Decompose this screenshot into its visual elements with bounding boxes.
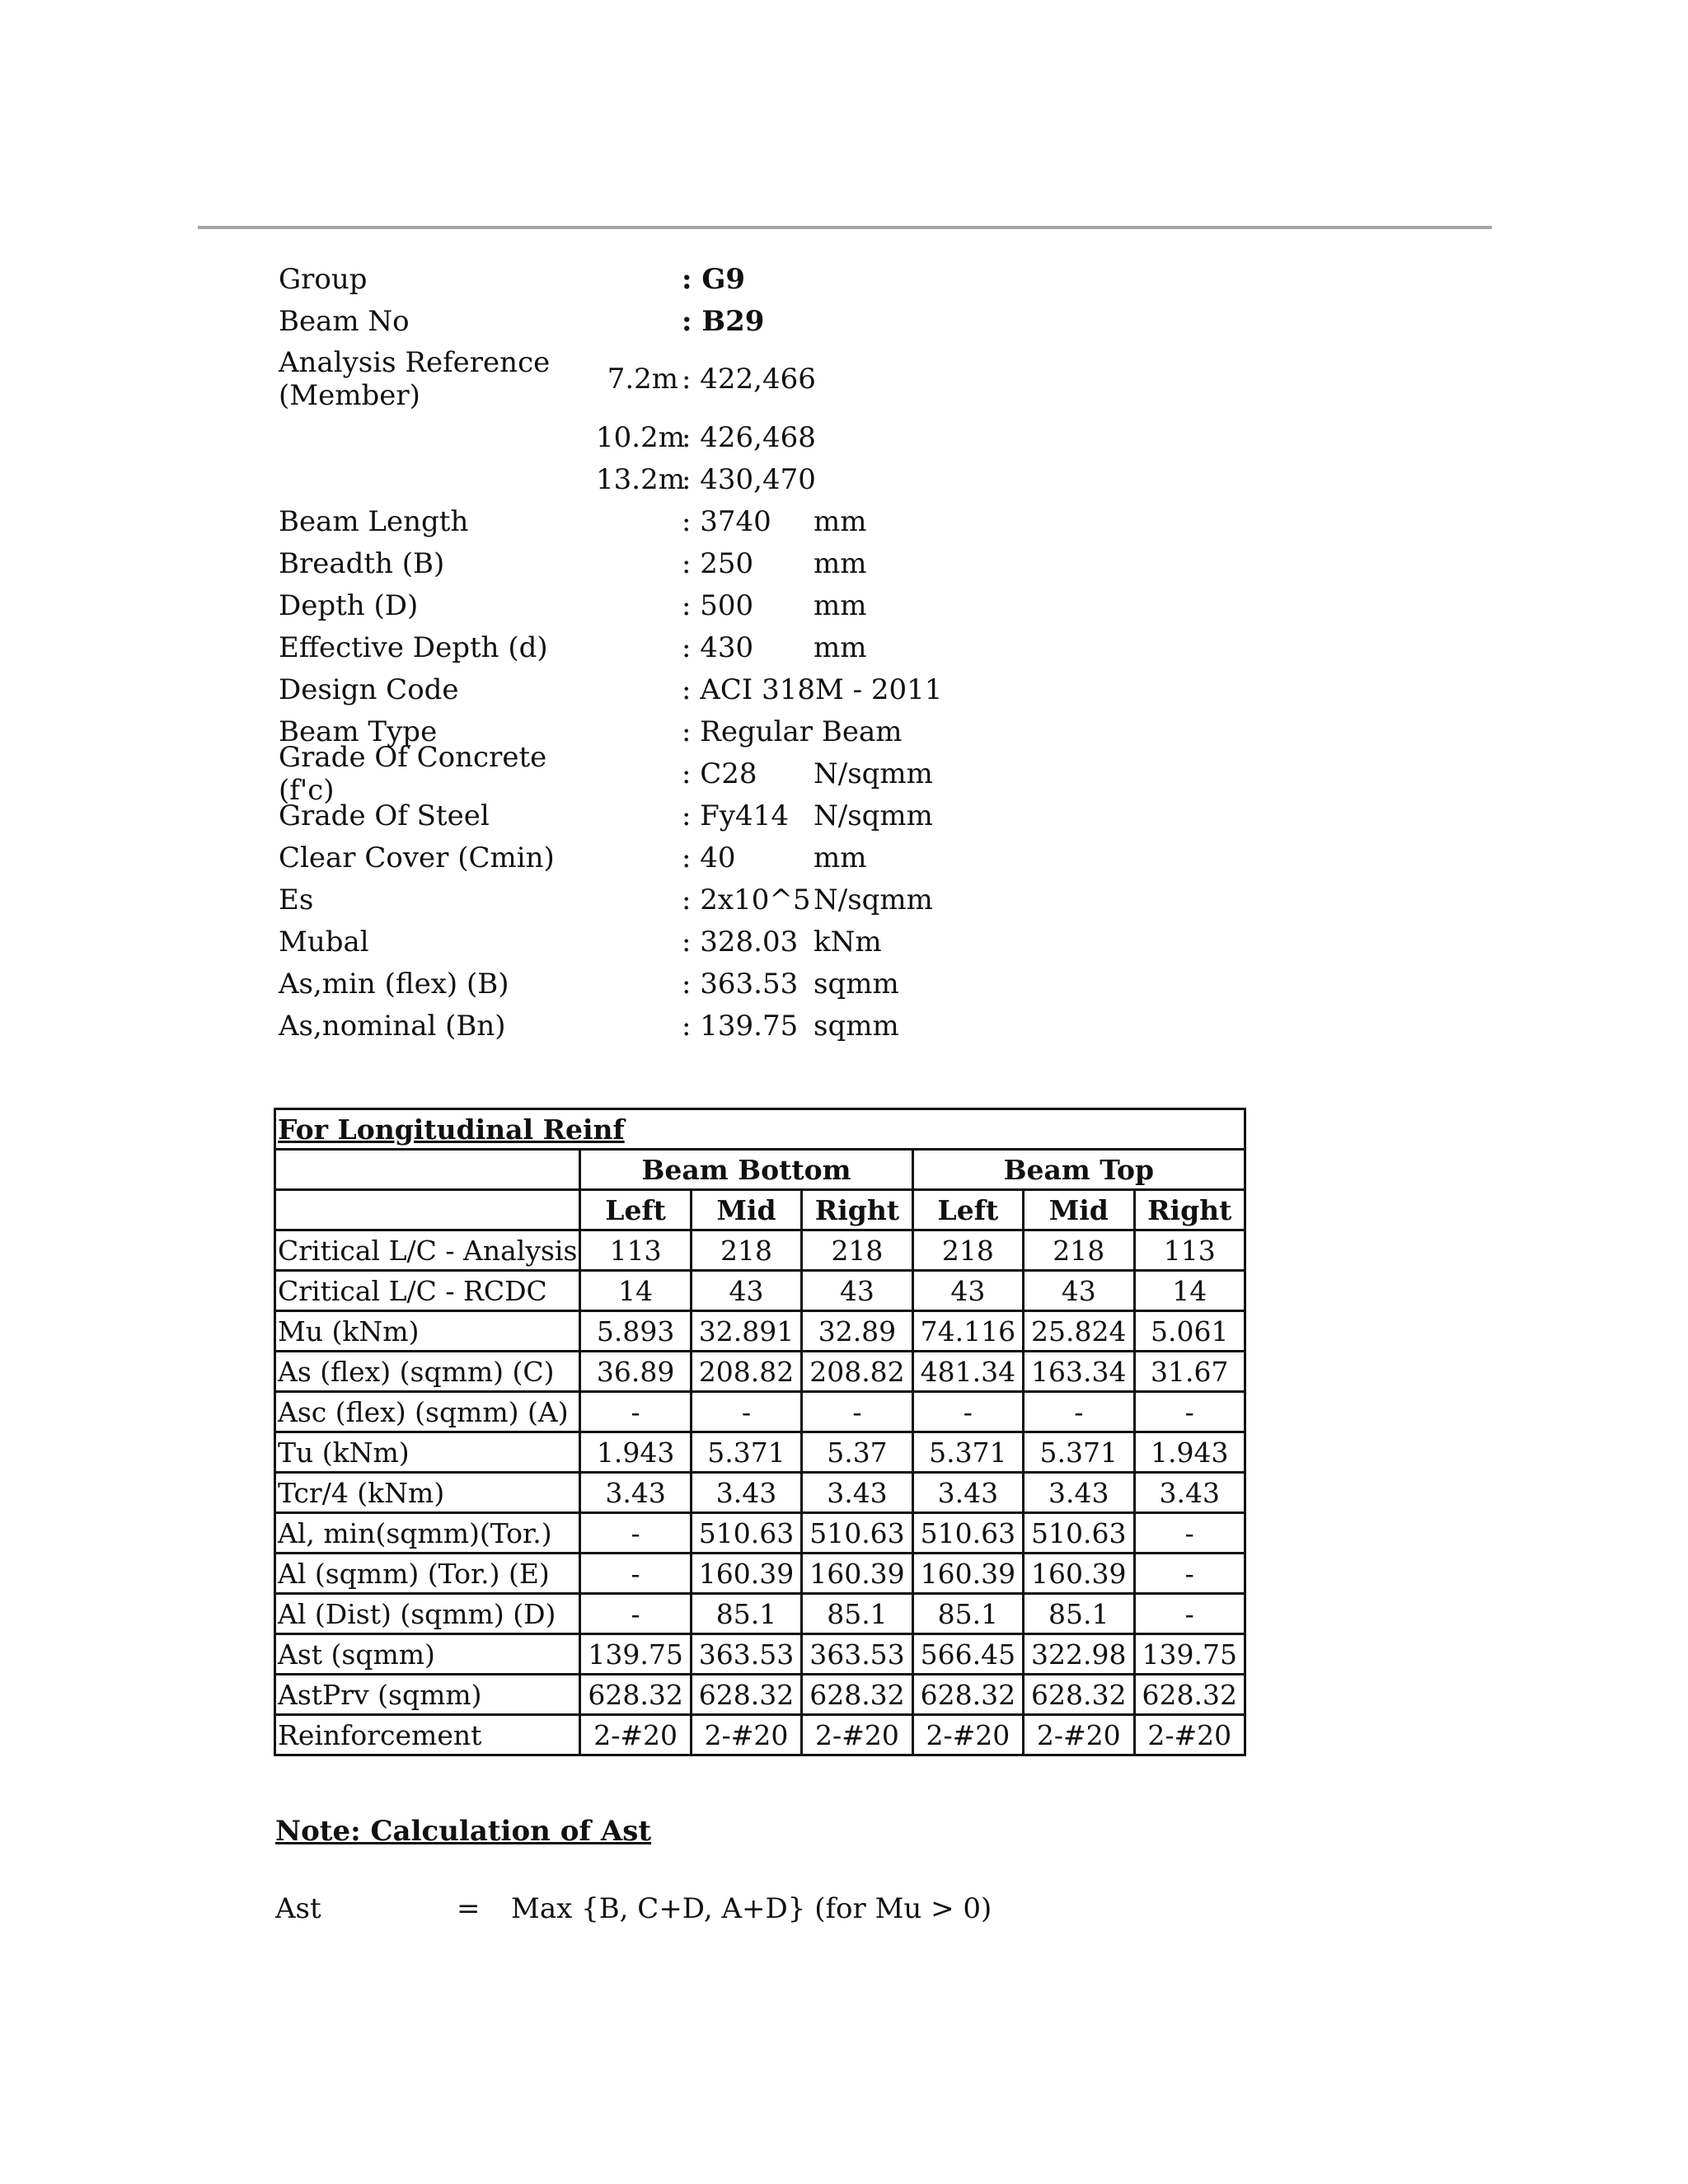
table-cell: - (912, 1392, 1023, 1432)
info-row (279, 500, 1103, 542)
column-header: Left (912, 1190, 1023, 1230)
table-cell: 43 (802, 1271, 912, 1311)
formula-eq: = (457, 1892, 481, 1925)
table-cell: 5.37 (802, 1432, 912, 1473)
info-label: Beam No (279, 304, 410, 338)
table-cell: 139.75 (580, 1634, 691, 1675)
table-cell: 160.39 (1024, 1554, 1134, 1594)
info-value: : Fy414 (682, 799, 789, 832)
info-unit: mm (814, 504, 867, 538)
table-cell: - (1134, 1594, 1245, 1634)
table-row (275, 1594, 1245, 1634)
info-row (279, 258, 1103, 300)
table-cell: 32.89 (802, 1311, 912, 1352)
info-unit: mm (814, 841, 867, 874)
table-cell: 510.63 (1024, 1513, 1134, 1554)
table-cell: 510.63 (691, 1513, 801, 1554)
info-label: Effective Depth (d) (279, 630, 548, 664)
table-cell: 1.943 (1134, 1432, 1245, 1473)
table-row (275, 1634, 1245, 1675)
table-cell: 628.32 (802, 1675, 912, 1715)
table-cell: 3.43 (1024, 1473, 1134, 1513)
info-value: : 2x10^5 (682, 883, 811, 916)
info-unit: mm (814, 546, 867, 580)
info-value: : 500 (682, 588, 754, 622)
table-cell: 5.893 (580, 1311, 691, 1352)
table-cell: 14 (580, 1271, 691, 1311)
table-cell: 363.53 (691, 1634, 801, 1675)
table-cell: 14 (1134, 1271, 1245, 1311)
row-label: Ast (sqmm) (275, 1634, 580, 1675)
info-row (279, 963, 1103, 1005)
table-cell: 43 (912, 1271, 1023, 1311)
table-title-row (275, 1109, 1245, 1150)
table-cell: 43 (1024, 1271, 1134, 1311)
info-value: : 40 (682, 841, 736, 874)
info-value: : Regular Beam (682, 715, 903, 748)
info-row (279, 921, 1103, 963)
table-cell: 3.43 (912, 1473, 1023, 1513)
row-label: Al, min(sqmm)(Tor.) (275, 1513, 580, 1554)
table-cell: 208.82 (691, 1352, 801, 1392)
info-unit: mm (814, 588, 867, 622)
table-cell: 218 (912, 1230, 1023, 1271)
info-row (279, 879, 1103, 921)
info-row (279, 542, 1103, 584)
formula-rhs: Max {B, C+D, A+D} (for Mu > 0) (511, 1892, 992, 1925)
table-cell: 218 (691, 1230, 801, 1271)
table-cell: 160.39 (802, 1554, 912, 1594)
info-value: : 3740 (682, 504, 771, 538)
table-cell: 85.1 (912, 1594, 1023, 1634)
row-label: Reinforcement (275, 1715, 580, 1755)
table-cell: 3.43 (1134, 1473, 1245, 1513)
table-cell: 2-#20 (912, 1715, 1023, 1755)
info-row (279, 626, 1103, 668)
info-prefix: 13.2m (596, 462, 685, 496)
column-header-row (275, 1190, 1245, 1230)
info-label: Depth (D) (279, 588, 419, 622)
table-row (275, 1554, 1245, 1594)
info-row (279, 300, 1103, 342)
column-header: Right (1134, 1190, 1245, 1230)
info-label: Design Code (279, 673, 459, 706)
info-value: : 328.03 (682, 925, 799, 958)
row-label: Tu (kNm) (275, 1432, 580, 1473)
info-label: As,nominal (Bn) (279, 1009, 506, 1043)
table-cell: - (691, 1392, 801, 1432)
table-cell: 2-#20 (1134, 1715, 1245, 1755)
info-row (279, 416, 1103, 458)
row-label: Critical L/C - Analysis (275, 1230, 580, 1271)
info-unit: N/sqmm (814, 757, 933, 790)
info-value: : 430 (682, 630, 754, 664)
table-cell: - (802, 1392, 912, 1432)
table-cell: - (580, 1554, 691, 1594)
table-cell: 43 (691, 1271, 801, 1311)
table-row (275, 1432, 1245, 1473)
info-label: Grade Of Concrete (f'c) (279, 740, 547, 807)
table-cell: 32.891 (691, 1311, 801, 1352)
table-cell: - (580, 1594, 691, 1634)
info-unit: mm (814, 630, 867, 664)
info-label: Grade Of Steel (279, 799, 490, 832)
table-cell: 113 (1134, 1230, 1245, 1271)
table-row (275, 1675, 1245, 1715)
info-label: Breadth (B) (279, 546, 445, 580)
table-cell: 36.89 (580, 1352, 691, 1392)
info-value: : C28 (682, 757, 757, 790)
info-label: Group (279, 262, 368, 296)
info-row (279, 794, 1103, 837)
table-row (275, 1271, 1245, 1311)
table-cell: 85.1 (1024, 1594, 1134, 1634)
table-row (275, 1230, 1245, 1271)
table-cell: 2-#20 (580, 1715, 691, 1755)
table-cell: - (580, 1513, 691, 1554)
row-label: Asc (flex) (sqmm) (A) (275, 1392, 580, 1432)
info-unit: sqmm (814, 1009, 899, 1043)
table-cell: 363.53 (802, 1634, 912, 1675)
row-label: AstPrv (sqmm) (275, 1675, 580, 1715)
table-cell: 5.061 (1134, 1311, 1245, 1352)
table-row (275, 1352, 1245, 1392)
info-label: Clear Cover (Cmin) (279, 841, 555, 874)
info-label: Analysis Reference (Member) (279, 346, 551, 412)
table-row (275, 1392, 1245, 1432)
table-cell: 139.75 (1134, 1634, 1245, 1675)
formula-lhs: Ast (275, 1892, 321, 1925)
note-heading: Note: Calculation of Ast (275, 1815, 652, 1848)
column-header: Mid (691, 1190, 801, 1230)
table-cell: 3.43 (580, 1473, 691, 1513)
info-row (279, 1005, 1103, 1047)
info-row (279, 584, 1103, 626)
table-row (275, 1473, 1245, 1513)
info-unit: sqmm (814, 967, 899, 1001)
table-cell: 25.824 (1024, 1311, 1134, 1352)
table-cell: 218 (1024, 1230, 1134, 1271)
ast-formula (275, 1892, 992, 1925)
table-cell: 510.63 (802, 1513, 912, 1554)
column-header: Left (580, 1190, 691, 1230)
table-cell: - (1024, 1392, 1134, 1432)
info-value: : G9 (682, 262, 746, 296)
table-cell: 322.98 (1024, 1634, 1134, 1675)
info-value: : ACI 318M - 2011 (682, 673, 943, 706)
info-value: : 430,470 (682, 462, 816, 496)
info-label: As,min (flex) (B) (279, 967, 509, 1001)
info-label: Beam Length (279, 504, 469, 538)
info-label: Beam Type (279, 715, 438, 748)
info-unit: N/sqmm (814, 883, 933, 916)
row-label: Al (sqmm) (Tor.) (E) (275, 1554, 580, 1594)
table-cell: 628.32 (691, 1675, 801, 1715)
info-unit: kNm (814, 925, 882, 958)
info-value: : 363.53 (682, 967, 799, 1001)
info-label: Mubal (279, 925, 369, 958)
table-cell: 163.34 (1024, 1352, 1134, 1392)
table-cell: 74.116 (912, 1311, 1023, 1352)
table-cell: 3.43 (802, 1473, 912, 1513)
table-row (275, 1513, 1245, 1554)
table-cell: 160.39 (691, 1554, 801, 1594)
info-value: : B29 (682, 304, 765, 338)
table-title: For Longitudinal Reinf (275, 1109, 1245, 1150)
table-cell: 31.67 (1134, 1352, 1245, 1392)
table-cell: 510.63 (912, 1513, 1023, 1554)
column-header: Mid (1024, 1190, 1134, 1230)
beam-top-header: Beam Top (912, 1150, 1245, 1190)
row-label: Tcr/4 (kNm) (275, 1473, 580, 1513)
table-cell: 2-#20 (1024, 1715, 1134, 1755)
info-value: : 422,466 (682, 363, 816, 396)
table-cell: 3.43 (691, 1473, 801, 1513)
table-cell: 628.32 (1134, 1675, 1245, 1715)
table-cell: 2-#20 (802, 1715, 912, 1755)
table-cell: 208.82 (802, 1352, 912, 1392)
row-label: Al (Dist) (sqmm) (D) (275, 1594, 580, 1634)
beam-info-list (279, 258, 1103, 1047)
info-row (279, 668, 1103, 710)
longitudinal-reinf-table (274, 1108, 1246, 1756)
info-value: : 139.75 (682, 1009, 799, 1043)
row-label: Mu (kNm) (275, 1311, 580, 1352)
table-cell: 1.943 (580, 1432, 691, 1473)
table-cell: - (1134, 1513, 1245, 1554)
table-cell: 113 (580, 1230, 691, 1271)
table-cell: 218 (802, 1230, 912, 1271)
table-cell: - (1134, 1392, 1245, 1432)
table-cell: 5.371 (1024, 1432, 1134, 1473)
row-label: As (flex) (sqmm) (C) (275, 1352, 580, 1392)
table-cell: 481.34 (912, 1352, 1023, 1392)
table-cell: 85.1 (691, 1594, 801, 1634)
table-cell: 628.32 (912, 1675, 1023, 1715)
table-cell: 5.371 (691, 1432, 801, 1473)
info-row (279, 740, 1103, 807)
table-cell: 160.39 (912, 1554, 1023, 1594)
table-cell: 628.32 (1024, 1675, 1134, 1715)
table-cell: 566.45 (912, 1634, 1023, 1675)
table-cell: 85.1 (802, 1594, 912, 1634)
info-value: : 250 (682, 546, 754, 580)
table-cell: - (580, 1392, 691, 1432)
header-rule (198, 226, 1492, 229)
group-header-row (275, 1150, 1245, 1190)
info-value: : 426,468 (682, 420, 816, 454)
table-cell: - (1134, 1554, 1245, 1594)
table-cell: 5.371 (912, 1432, 1023, 1473)
info-row (279, 342, 1103, 416)
info-row (279, 458, 1103, 500)
row-label: Critical L/C - RCDC (275, 1271, 580, 1311)
info-label: Es (279, 883, 314, 916)
info-prefix: 10.2m (596, 420, 685, 454)
blank-cell (275, 1150, 580, 1190)
table-cell: 2-#20 (691, 1715, 801, 1755)
column-header: Right (802, 1190, 912, 1230)
blank-cell (275, 1190, 580, 1230)
info-unit: N/sqmm (814, 799, 933, 832)
beam-bottom-header: Beam Bottom (580, 1150, 912, 1190)
table-row (275, 1715, 1245, 1755)
info-prefix: 7.2m (607, 363, 678, 396)
info-row (279, 837, 1103, 879)
table-cell: 628.32 (580, 1675, 691, 1715)
table-row (275, 1311, 1245, 1352)
